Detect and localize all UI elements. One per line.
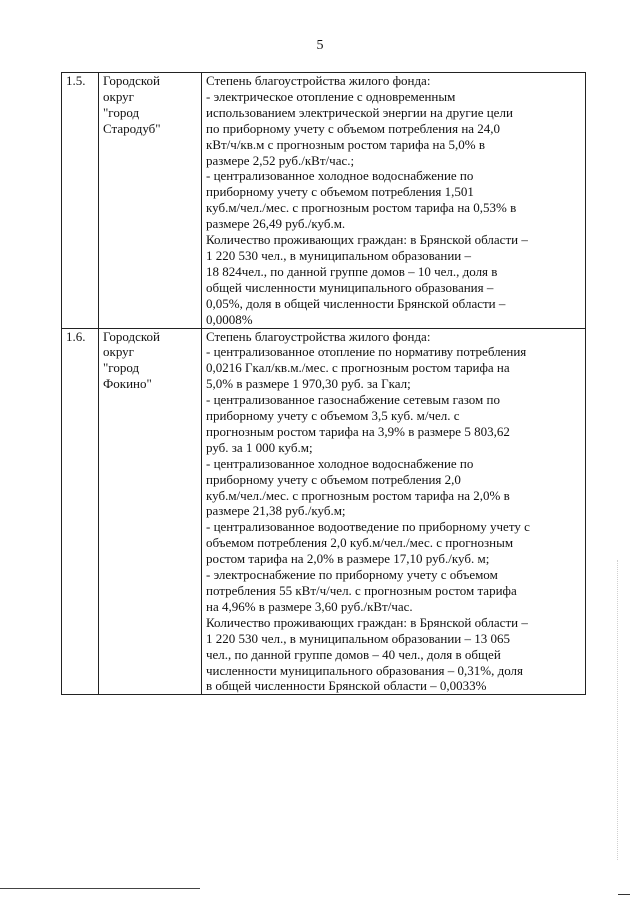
text-line: численности муниципального образования – 0,31%, доля	[206, 662, 524, 678]
row-number: 1.5.	[62, 73, 99, 329]
text-line: 1 220 530 чел., в муниципальном образовании – 13 065	[206, 630, 510, 646]
text-line: - централизованное газоснабжение сетевым газом по	[206, 392, 500, 408]
text-line: - электроснабжение по приборному учету с объемом	[206, 567, 498, 583]
scan-edge-mark	[616, 560, 618, 860]
text-line: Фокино"	[103, 376, 152, 392]
text-line: потребления 55 кВт/ч/чел. с прогнозным ростом тарифа	[206, 583, 517, 598]
text-line: Количество проживающих граждан: в Брянской области –	[206, 614, 528, 630]
text-line: Степень благоустройства жилого фонда:	[206, 328, 431, 344]
text-line: ростом тарифа на 2,0% в размере 17,10 руб./куб. м;	[206, 551, 490, 567]
page-number: 5	[316, 38, 324, 53]
text-line: Степень благоустройства жилого фонда:	[206, 73, 431, 88]
text-line: округ	[103, 88, 134, 104]
text-line: - централизованное холодное водоснабжение по	[206, 455, 474, 471]
text-line: 0,0216 Гкал/кв.м./мес. с прогнозным ростом тарифа на	[206, 360, 510, 376]
text-line: куб.м/чел./мес. с прогнозным ростом тарифа на 0,53% в	[206, 200, 517, 216]
text-line: приборному учету с объемом потребления 1,501	[206, 184, 474, 200]
text-line: Количество проживающих граждан: в Брянской области –	[206, 232, 528, 248]
municipality-name	[99, 73, 202, 329]
text-line: - централизованное водоотведение по приборному учету с	[206, 519, 530, 535]
text-line: по приборному учету с объемом потребления на 24,0	[206, 120, 501, 136]
text-line: кВт/ч/кв.м с прогнозным ростом тарифа на 5,0% в	[206, 136, 485, 152]
text-line: "город	[103, 104, 140, 120]
text-line: "город	[103, 360, 140, 376]
text-line: общей численности муниципального образования –	[206, 279, 494, 295]
text-line: 1 220 530 чел., в муниципальном образовании –	[206, 247, 471, 263]
text-line: Городской	[103, 328, 160, 344]
text-line: Городской	[103, 73, 160, 88]
data-table	[61, 72, 586, 695]
bottom-rule-divider	[0, 888, 200, 889]
table-row	[62, 73, 586, 329]
text-line: 0,0008%	[206, 311, 253, 327]
text-line: объемом потребления 2,0 куб.м/чел./мес. с прогнозным	[206, 535, 514, 551]
text-line: Стародуб"	[103, 120, 161, 136]
text-line: - электрическое отопление с одновременным	[206, 88, 456, 104]
text-line: 0,05%, доля в общей численности Брянской области –	[206, 295, 506, 311]
text-line: руб. за 1 000 куб.м;	[206, 439, 313, 455]
municipality-name	[99, 328, 202, 695]
text-line: использованием электрической энергии на другие цели	[206, 104, 513, 120]
text-line: 5,0% в размере 1 970,30 руб. за Гкал;	[206, 376, 411, 392]
text-line: в общей численности Брянской области – 0,0033%	[206, 678, 487, 694]
text-line: - централизованное отопление по нормативу потребления	[206, 344, 527, 360]
row-description	[202, 328, 586, 695]
text-line: на 4,96% в размере 3,60 руб./кВт/час.	[206, 598, 413, 614]
text-line: размере 2,52 руб./кВт/час.;	[206, 152, 355, 168]
bottom-tick-mark	[618, 894, 630, 895]
text-line: прогнозным ростом тарифа на 3,9% в размере 5 803,62	[206, 423, 510, 439]
text-line: 18 824чел., по данной группе домов – 10 чел., доля в	[206, 263, 498, 279]
text-line: округ	[103, 344, 134, 360]
text-line: приборному учету с объемом потребления 2,0	[206, 471, 461, 487]
row-description	[202, 73, 586, 329]
text-line: куб.м/чел./мес. с прогнозным ростом тарифа на 2,0% в	[206, 487, 510, 503]
row-number: 1.6.	[62, 328, 99, 695]
text-line: размере 26,49 руб./куб.м.	[206, 216, 346, 232]
text-line: приборному учету с объемом 3,5 куб. м/чел. с	[206, 408, 460, 424]
text-line: - централизованное холодное водоснабжение по	[206, 168, 474, 184]
table-row	[62, 328, 586, 695]
text-line: чел., по данной группе домов – 40 чел., доля в общей	[206, 646, 501, 662]
text-line: размере 21,38 руб./куб.м;	[206, 503, 346, 519]
